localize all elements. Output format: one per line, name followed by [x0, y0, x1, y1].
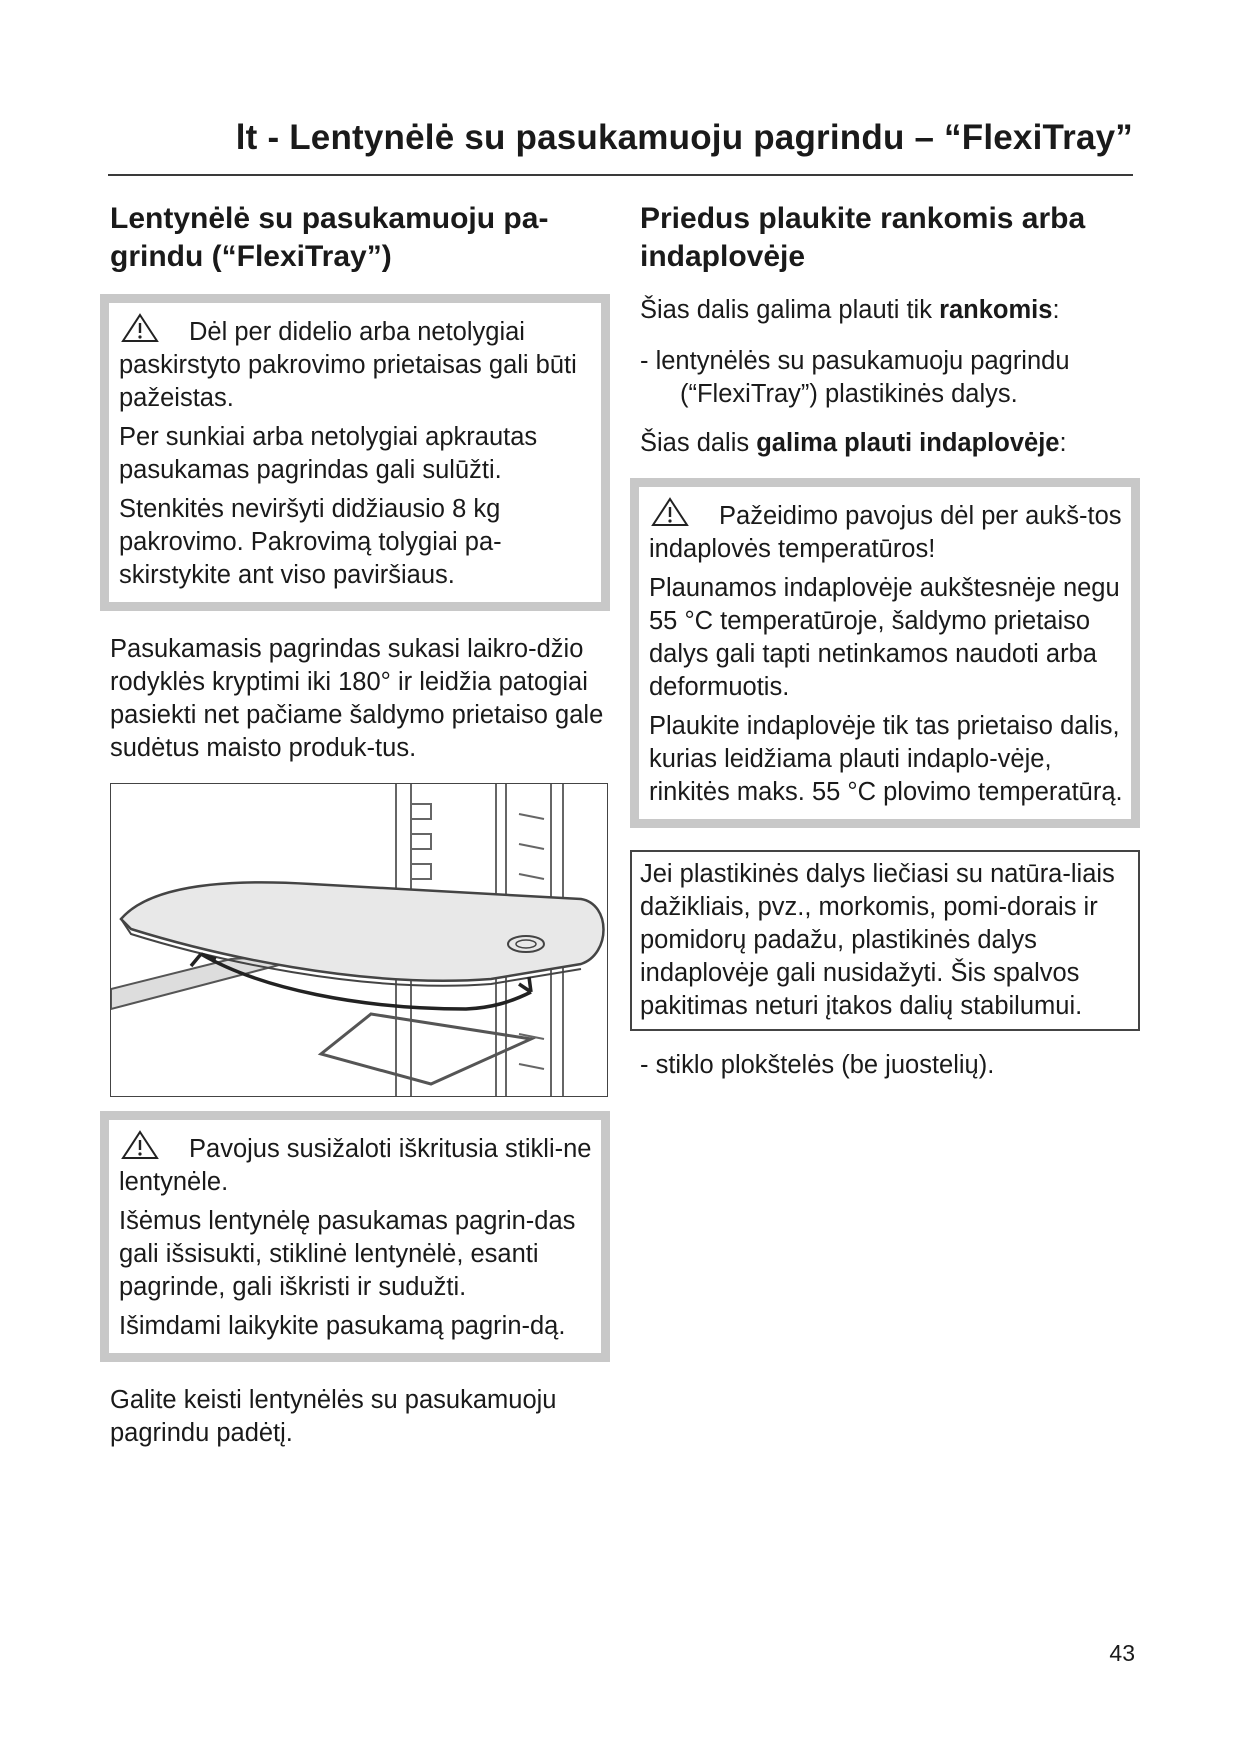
- warning-text: Plaunamos indaplovėje aukštesnėje negu 55 °C temperatūroje, šaldymo prietaiso dalys gali tapti netinkamos naudoti arba deformuotis.: [649, 574, 1120, 701]
- warning-box-temperature: [630, 478, 1140, 828]
- warning-box-glass: [100, 1111, 610, 1362]
- warning-box-load: [100, 294, 610, 611]
- flexitray-illustration: [110, 783, 608, 1097]
- warning-line-1: Pavojus susižaloti iškritusia stikli-ne lentynėle.: [119, 1135, 592, 1196]
- note-text: Jei plastikinės dalys liečiasi su natūra-liais dažikliais, pvz., morkomis, pomi-dorais ir pomidorų padažu, plastikinės dalys indaplovėje gali nusidažyti. Šis spalvos pakitimas neturi įtakos dalių stabilumui.: [640, 860, 1115, 1020]
- section-heading-flexitray: Lentynėlė su pasukamuoju pa-grindu (“FlexiTray”): [110, 202, 549, 273]
- warning-triangle-icon: [651, 497, 689, 527]
- page-number: 43: [1109, 1640, 1135, 1666]
- warning-text: Plaukite indaplovėje tik tas prietaiso dalis, kurias leidžiama plauti indaplo-vėje, rinkitės maks. 55 °C plovimo temperatūrą.: [649, 712, 1123, 806]
- warning-triangle-icon: [121, 1130, 159, 1160]
- warning-text: Išimdami laikykite pasukamą pagrin-dą.: [119, 1312, 566, 1340]
- hand-wash-item: - lentynėlės su pasukamuoju pagrindu (“FlexiTray”) plastikinės dalys.: [640, 347, 1070, 408]
- warning-line-1: Dėl per didelio arba netolygiai paskirstyto pakrovimo prietaisas gali būti pažeistas.: [119, 318, 577, 412]
- section-heading-cleaning: Priedus plaukite rankomis arba indaplovėje: [640, 202, 1086, 273]
- warning-text: [119, 313, 593, 415]
- warning-text: [119, 1130, 593, 1199]
- hand-wash-intro: Šias dalis galima plauti tik rankomis:: [640, 296, 1060, 324]
- dishwasher-item: - stiklo plokštelės (be juostelių).: [640, 1051, 995, 1079]
- left-column: [110, 200, 610, 1468]
- intro-paragraph: Pasukamasis pagrindas sukasi laikro-džio rodyklės kryptimi iki 180° ir leidžia patogiai pasiekti net pačiame šaldymo prietaiso gale sudėtus maisto produk-tus.: [110, 635, 604, 762]
- warning-line-1: Pažeidimo pavojus dėl per aukš-tos indaplovės temperatūros!: [649, 502, 1122, 563]
- note-box-staining: [630, 850, 1140, 1031]
- warning-text: Stenkitės neviršyti didžiausio 8 kg pakrovimo. Pakrovimą tolygiai pa-skirstykite ant viso paviršiaus.: [119, 495, 502, 589]
- warning-text: [649, 497, 1123, 566]
- warning-text: Per sunkiai arba netolygiai apkrautas pasukamas pagrindas gali sulūžti.: [119, 423, 538, 484]
- outro-paragraph: Galite keisti lentynėlės su pasukamuoju pagrindu padėtį.: [110, 1386, 557, 1447]
- dishwasher-intro: Šias dalis galima plauti indaplovėje:: [640, 429, 1067, 457]
- title-divider: [108, 174, 1133, 176]
- right-column: [640, 200, 1140, 1098]
- warning-text: Išėmus lentynėlę pasukamas pagrin-das gali išsisukti, stiklinė lentynėlė, esanti pagrinde, gali iškristi ir sudužti.: [119, 1207, 576, 1301]
- warning-triangle-icon: [121, 313, 159, 343]
- page-title: lt - Lentynėlė su pasukamuoju pagrindu – “FlexiTray”: [235, 118, 1133, 157]
